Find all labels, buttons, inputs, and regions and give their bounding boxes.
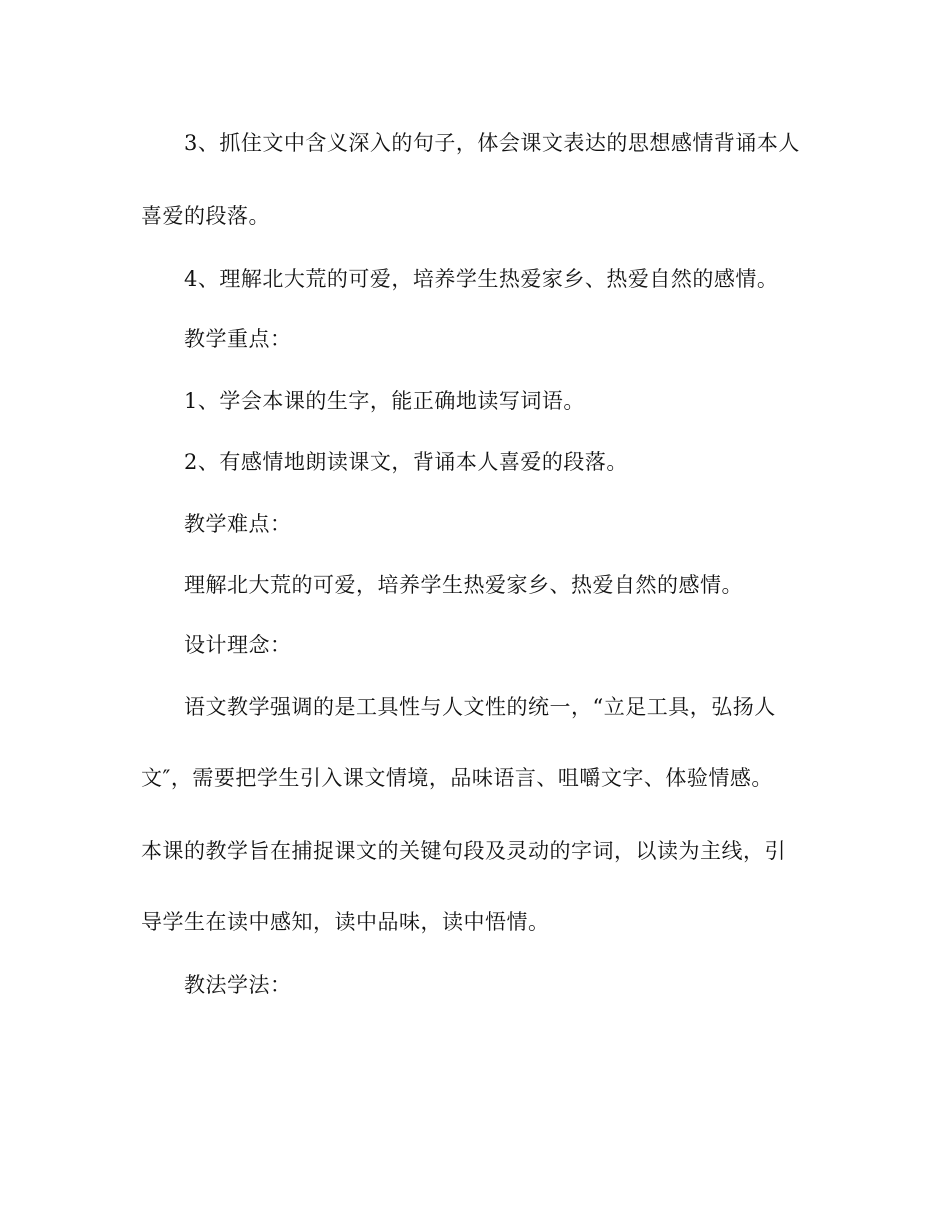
- heading-methods: 教法学法：: [184, 973, 292, 997]
- concept-line-4: 导学生在读中感知，读中品味，读中悟情。: [141, 910, 550, 934]
- heading-key-points: 教学重点：: [184, 327, 292, 351]
- key-point-1: 1、学会本课的生字，能正确地读写词语。: [184, 389, 585, 413]
- objective-4: 4、理解北大荒的可爱，培养学生热爱家乡、热爱自然的感情。: [184, 267, 779, 291]
- concept-line-3: 本课的教学旨在捕捉课文的关键句段及灵动的字词，以读为主线，引: [141, 839, 786, 863]
- difficulty-text: 理解北大荒的可爱，培养学生热爱家乡、热爱自然的感情。: [184, 573, 743, 597]
- heading-difficulties: 教学难点：: [184, 512, 292, 536]
- key-point-2: 2、有感情地朗读课文，背诵本人喜爱的段落。: [184, 450, 628, 474]
- objective-3-line-1: 3、抓住文中含义深入的句子，体会课文表达的思想感情背诵本人: [184, 131, 800, 155]
- concept-line-1: 语文教学强调的是工具性与人文性的统一，“立足工具，弘扬人: [184, 695, 776, 719]
- heading-design-concept: 设计理念：: [184, 633, 292, 657]
- concept-line-2: 文″，需要把学生引入课文情境，品味语言、咀嚼文字、体验情感。: [141, 766, 773, 790]
- objective-3-line-2: 喜爱的段落。: [141, 204, 270, 228]
